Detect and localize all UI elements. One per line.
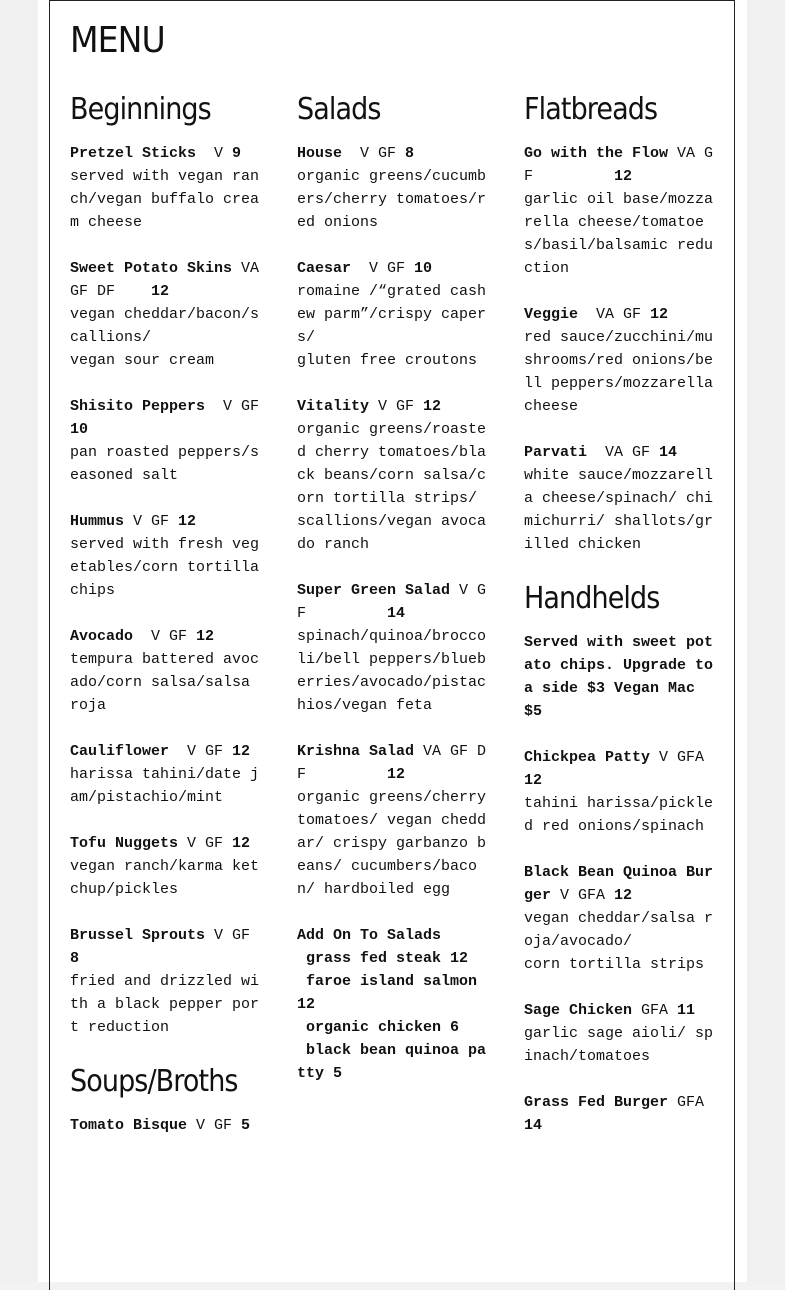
item-description: gluten free croutons (297, 352, 478, 369)
menu-item (297, 142, 487, 234)
menu-item (70, 924, 260, 1039)
page-title: MENU (70, 20, 165, 61)
item-price: 14 (659, 444, 678, 461)
item-name: Shisito Peppers (70, 398, 206, 415)
dietary-tags: V GF (187, 1117, 242, 1134)
item-description: romaine /“grated cashew parm”/crispy capers/ (297, 283, 487, 346)
dietary-tags: VA GF (578, 306, 651, 323)
item-description: fried and drizzled with a black pepper port reduction (70, 973, 260, 1036)
item-name: Hummus (70, 513, 125, 530)
section-heading: Soups/Broths (70, 1064, 238, 1099)
item-price: 12 (196, 628, 215, 645)
item-description: organic greens/roasted cherry tomatoes/black beans/corn salsa/corn tortilla strips/ scallions/vegan avocado ranch (297, 421, 487, 553)
dietary-tags: VA GF DF (297, 743, 487, 783)
dietary-tags: VA GF (524, 145, 714, 185)
item-description: harissa tahini/date jam/pistachio/mint (70, 766, 260, 806)
dietary-tags: V GFA (551, 887, 615, 904)
menu-item (524, 441, 714, 556)
item-name: Parvati (524, 444, 588, 461)
dietary-tags: V GF (169, 743, 233, 760)
addons-list (297, 924, 487, 1085)
item-name: Vitality (297, 398, 370, 415)
item-description: served with vegan ranch/vegan buffalo cream cheese (70, 168, 260, 231)
item-name: Black Bean Quinoa Burger (524, 864, 714, 904)
addon-price: 6 (450, 1019, 460, 1036)
item-description: red sauce/zucchini/mushrooms/red onions/bell peppers/mozzarella cheese (524, 329, 714, 415)
item-price: 12 (524, 772, 543, 789)
dietary-tags: VA GF (587, 444, 660, 461)
item-description: vegan cheddar/bacon/scallions/ (70, 306, 260, 346)
item-name: Cauliflower (70, 743, 170, 760)
addon-name: grass fed steak (306, 950, 442, 967)
menu-item (70, 1114, 260, 1137)
dietary-tags: GFA (632, 1002, 678, 1019)
dietary-tags: GFA (668, 1094, 714, 1111)
item-name: Go with the Flow (524, 145, 669, 162)
addon-name: faroe island salmon (306, 973, 478, 990)
item-price: 12 (232, 835, 251, 852)
menu-item (70, 625, 260, 717)
item-name: Sweet Potato Skins (70, 260, 233, 277)
item-description: organic greens/cherry tomatoes/ vegan cheddar/ crispy garbanzo beans/ cucumbers/bacon/ hardboiled egg (297, 789, 487, 898)
addons-heading: Add On To Salads (297, 927, 442, 944)
addon-item (297, 947, 487, 970)
item-price: 5 (241, 1117, 251, 1134)
item-description: garlic oil base/mozzarella cheese/tomatoes/basil/balsamic reduction (524, 191, 714, 277)
dietary-tags: V GF (133, 628, 197, 645)
dietary-tags: V GF (178, 835, 233, 852)
item-name: Tofu Nuggets (70, 835, 179, 852)
dietary-tags: V GF (124, 513, 179, 530)
item-description: garlic sage aioli/ spinach/tomatoes (524, 1025, 714, 1065)
addon-item (297, 1016, 487, 1039)
item-price: 12 (614, 887, 633, 904)
menu-item (297, 579, 487, 717)
item-name: Pretzel Sticks (70, 145, 197, 162)
item-name: Veggie (524, 306, 579, 323)
item-price: 8 (405, 145, 415, 162)
menu-item (524, 142, 714, 280)
menu-item (524, 999, 714, 1068)
item-price: 12 (650, 306, 669, 323)
menu-column-3 (524, 90, 714, 1160)
addon-price: 12 (450, 950, 469, 967)
item-name: Krishna Salad (297, 743, 415, 760)
section-heading: Salads (297, 92, 381, 127)
menu-column-1 (70, 90, 269, 1160)
page-gutter-right (747, 0, 785, 1282)
item-name: Avocado (70, 628, 134, 645)
menu-item (297, 257, 487, 372)
menu-column-2 (297, 90, 487, 1108)
page-gutter-left (0, 0, 38, 1282)
section-heading: Handhelds (524, 581, 660, 616)
dietary-tags: V GFA (650, 749, 714, 766)
dietary-tags: V GF (297, 582, 487, 622)
item-price: 12 (232, 743, 251, 760)
item-price: 11 (677, 1002, 696, 1019)
dietary-tags: V GF (351, 260, 415, 277)
item-description: vegan ranch/karma ketchup/pickles (70, 858, 260, 898)
item-description: white sauce/mozzarella cheese/spinach/ chimichurri/ shallots/grilled chicken (524, 467, 714, 553)
item-price: 12 (423, 398, 442, 415)
item-name: Chickpea Patty (524, 749, 651, 766)
menu-item (524, 861, 714, 976)
menu-item (70, 510, 260, 602)
menu-item (70, 740, 260, 809)
menu-item (524, 303, 714, 418)
addon-item (297, 1039, 487, 1085)
item-price: 14 (387, 605, 406, 622)
section-heading: Flatbreads (524, 92, 658, 127)
section-note: Served with sweet potato chips. Upgrade to a side $3 Vegan Mac $5 (524, 634, 714, 720)
addon-item (297, 970, 487, 1016)
item-price: 12 (387, 766, 406, 783)
item-description: spinach/quinoa/broccoli/bell peppers/blueberries/avocado/pistachios/vegan feta (297, 628, 487, 714)
addon-price: 5 (333, 1065, 343, 1082)
item-description: corn tortilla strips (524, 956, 705, 973)
item-price: 10 (70, 421, 89, 438)
addon-price: 12 (297, 996, 316, 1013)
item-price: 9 (232, 145, 242, 162)
dietary-tags: V (196, 145, 233, 162)
item-price: 10 (414, 260, 433, 277)
addon-name: organic chicken (306, 1019, 442, 1036)
item-description: pan roasted peppers/seasoned salt (70, 444, 260, 484)
item-description: tahini harissa/pickled red onions/spinach (524, 795, 714, 835)
addon-name: black bean quinoa patty (297, 1042, 487, 1082)
item-name: Sage Chicken (524, 1002, 633, 1019)
menu-item (70, 142, 260, 234)
item-description: served with fresh vegetables/corn tortilla chips (70, 536, 260, 599)
section-heading: Beginnings (70, 92, 211, 127)
item-price: 12 (614, 168, 633, 185)
menu-item (297, 395, 487, 556)
menu-item (70, 257, 269, 372)
item-price: 14 (524, 1117, 543, 1134)
dietary-tags: V GF (205, 927, 260, 944)
menu-item (70, 395, 269, 487)
item-description: vegan cheddar/salsa roja/avocado/ (524, 910, 714, 950)
dietary-tags: VA GF DF (70, 260, 269, 300)
dietary-tags: V GF (369, 398, 424, 415)
item-description: vegan sour cream (70, 352, 215, 369)
item-name: House (297, 145, 343, 162)
item-name: Tomato Bisque (70, 1117, 188, 1134)
item-name: Super Green Salad (297, 582, 451, 599)
item-price: 12 (178, 513, 197, 530)
item-name: Brussel Sprouts (70, 927, 206, 944)
item-price: 8 (70, 950, 80, 967)
dietary-tags: V GF (342, 145, 406, 162)
item-name: Caesar (297, 260, 352, 277)
dietary-tags: V GF (205, 398, 269, 415)
item-description: tempura battered avocado/corn salsa/salsa roja (70, 651, 260, 714)
menu-item (524, 1091, 714, 1137)
menu-item (524, 746, 714, 838)
menu-item (70, 832, 260, 901)
menu-item (297, 740, 487, 901)
item-name: Grass Fed Burger (524, 1094, 669, 1111)
item-description: organic greens/cucumbers/cherry tomatoes/red onions (297, 168, 487, 231)
item-price: 12 (151, 283, 170, 300)
